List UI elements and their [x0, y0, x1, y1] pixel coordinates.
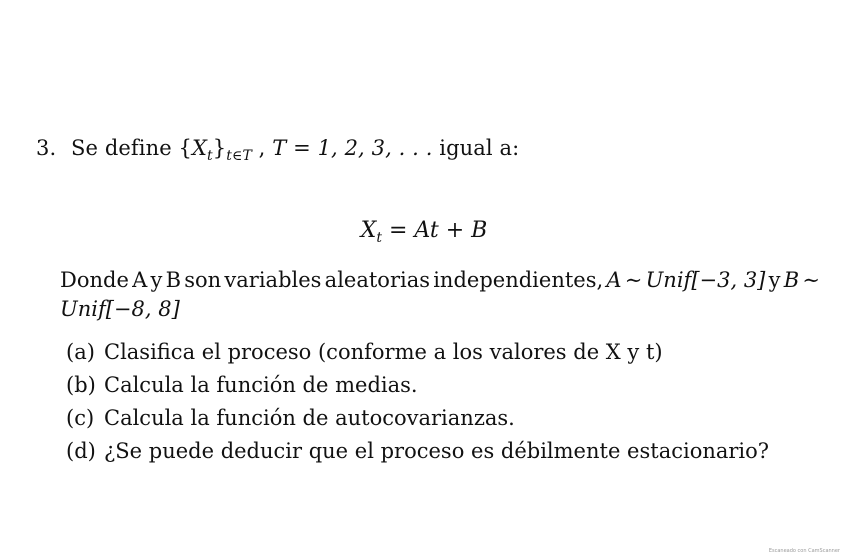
item-text: Clasifica el proceso (conforme a los valores de X y t)	[104, 340, 663, 364]
word: A	[606, 268, 622, 292]
item-text: Calcula la función de autocovarianzas.	[104, 406, 515, 430]
set-subscript: t∈T	[226, 148, 252, 164]
word: aleatorias	[324, 268, 430, 292]
word: ∼	[624, 268, 643, 292]
word: Unif[−3, 3]	[645, 268, 766, 292]
set-close-brace: }	[212, 136, 227, 160]
list-item	[66, 369, 769, 402]
word: y	[768, 268, 781, 292]
item-label: (d)	[66, 439, 96, 463]
conditions-paragraph	[60, 266, 820, 324]
word: B	[165, 268, 182, 292]
word: son	[184, 268, 222, 292]
item-text: ¿Se puede deducir que el proceso es débilmente estacionario?	[104, 439, 770, 463]
intro-suffix: igual a:	[439, 136, 520, 160]
question-list	[66, 336, 769, 468]
word: y	[150, 268, 163, 292]
word: A	[132, 268, 148, 292]
comma: ,	[251, 136, 266, 160]
item-label: (b)	[66, 373, 96, 397]
list-item	[66, 402, 769, 435]
process-subscript: t	[207, 148, 213, 164]
item-text: Calcula la función de medias.	[104, 373, 418, 397]
equation-rhs: = At + B	[381, 218, 488, 243]
word: independientes,	[433, 268, 604, 292]
list-item	[66, 336, 769, 369]
index-set-definition: T = 1, 2, 3, . . .	[272, 136, 433, 160]
equation-lhs-sub: t	[376, 230, 382, 246]
process-equation	[0, 218, 848, 246]
process-variable: X	[191, 136, 208, 160]
word: ∼	[802, 268, 820, 292]
word: Donde	[60, 268, 129, 292]
word: variables	[224, 268, 322, 292]
intro-prefix: Se define	[71, 136, 172, 160]
item-label: (a)	[66, 340, 95, 364]
item-label: (c)	[66, 406, 95, 430]
problem-number: 3.	[36, 136, 57, 160]
equation-lhs-var: X	[360, 218, 377, 243]
conditions-line-1	[60, 266, 820, 295]
problem-statement	[36, 136, 519, 164]
scanner-watermark: Escaneado con CamScanner	[768, 548, 840, 554]
set-open-brace: {	[178, 136, 192, 160]
list-item	[66, 435, 769, 468]
word: B	[783, 268, 800, 292]
conditions-line-2: Unif[−8, 8]	[60, 297, 180, 321]
